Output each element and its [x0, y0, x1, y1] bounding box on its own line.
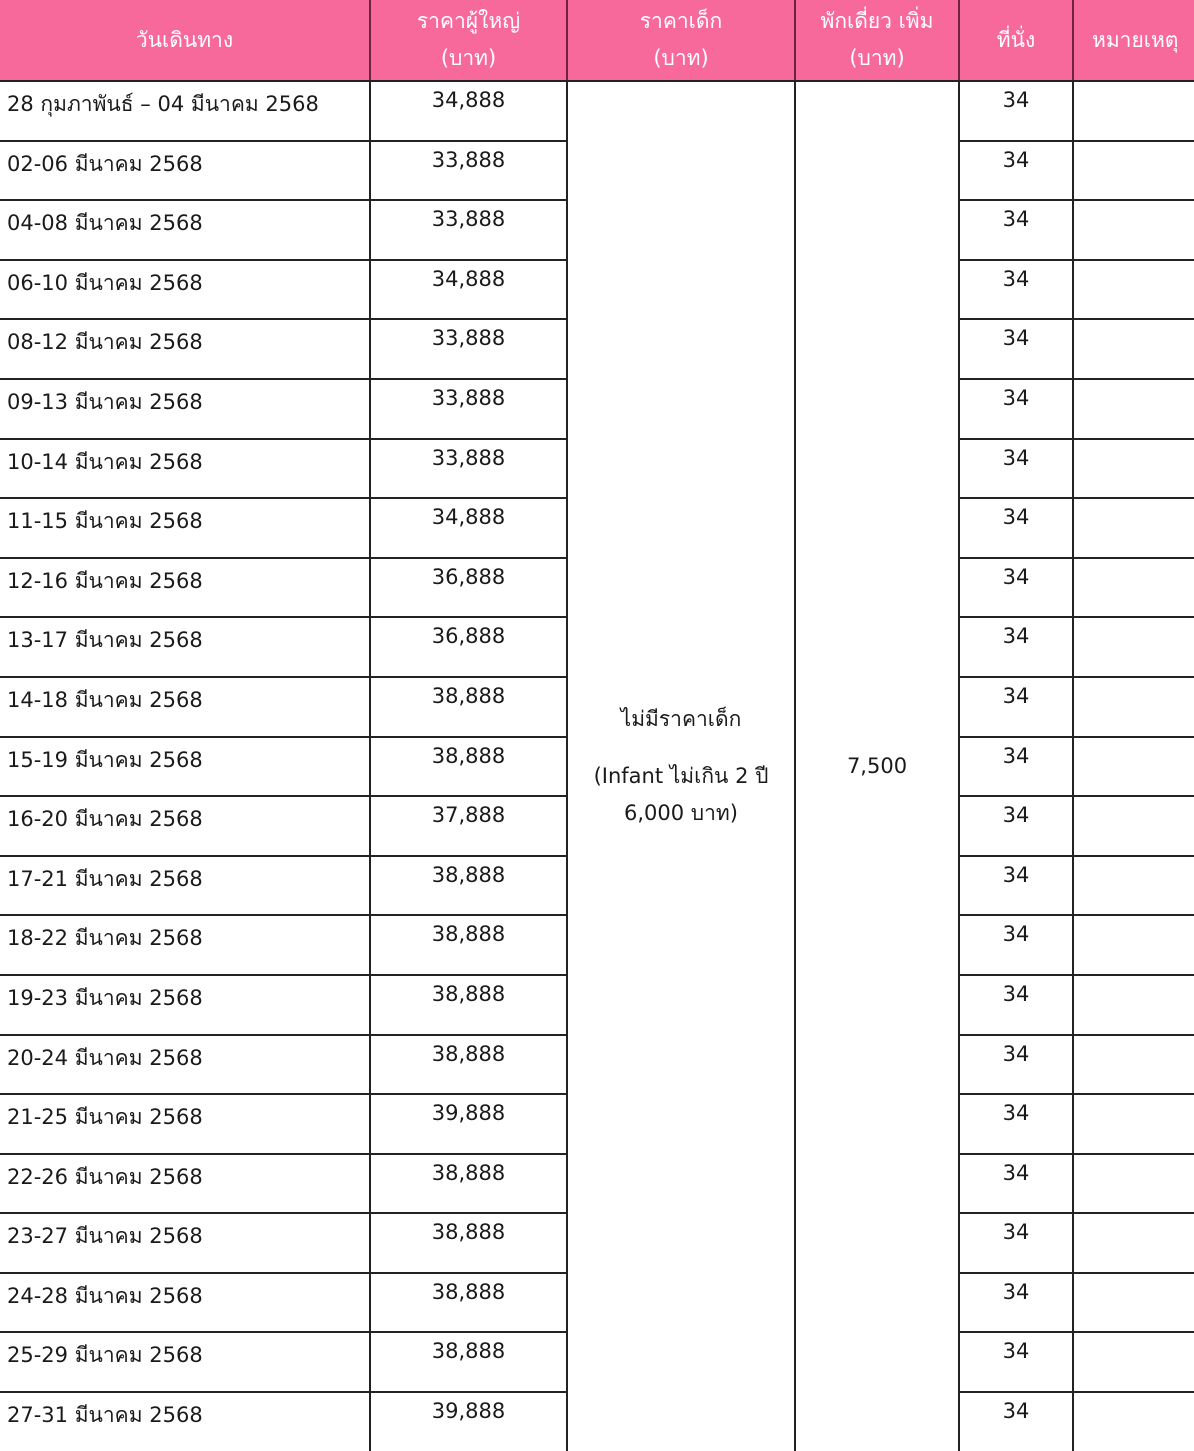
- row-adult-price: 38,888: [370, 1332, 567, 1392]
- row-adult-price: 34,888: [370, 260, 567, 320]
- row-note: [1073, 379, 1194, 439]
- header-child-price: [567, 0, 795, 81]
- row-seats: 34: [959, 260, 1073, 320]
- row-adult-price: 38,888: [370, 737, 567, 797]
- row-seats: 34: [959, 617, 1073, 677]
- single-supplement-value: 7,500: [795, 81, 959, 1451]
- row-seats: 34: [959, 975, 1073, 1035]
- row-seats: 34: [959, 319, 1073, 379]
- row-adult-price: 33,888: [370, 379, 567, 439]
- row-note: [1073, 856, 1194, 916]
- row-adult-price: 33,888: [370, 200, 567, 260]
- row-date: 25-29 มีนาคม 2568: [0, 1332, 370, 1392]
- table-header: [0, 0, 1194, 81]
- header-adult-price: [370, 0, 567, 81]
- table-row: [0, 81, 1194, 141]
- row-adult-price: 38,888: [370, 915, 567, 975]
- row-seats: 34: [959, 677, 1073, 737]
- row-seats: 34: [959, 737, 1073, 797]
- row-date: 02-06 มีนาคม 2568: [0, 141, 370, 201]
- row-note: [1073, 1213, 1194, 1273]
- row-note: [1073, 677, 1194, 737]
- row-seats: 34: [959, 1094, 1073, 1154]
- header-adult-unit: (บาท): [440, 46, 497, 70]
- table-body: [0, 81, 1194, 1451]
- row-seats: 34: [959, 200, 1073, 260]
- row-adult-price: 33,888: [370, 319, 567, 379]
- row-date: 11-15 มีนาคม 2568: [0, 498, 370, 558]
- row-date: 23-27 มีนาคม 2568: [0, 1213, 370, 1273]
- row-seats: 34: [959, 796, 1073, 856]
- row-adult-price: 38,888: [370, 856, 567, 916]
- child-price-note-line2: (Infant ไม่เกิน 2 ปี: [593, 763, 769, 788]
- row-seats: 34: [959, 1332, 1073, 1392]
- row-date: 08-12 มีนาคม 2568: [0, 319, 370, 379]
- row-date: 06-10 มีนาคม 2568: [0, 260, 370, 320]
- row-note: [1073, 1035, 1194, 1095]
- header-single-unit: (บาท): [849, 46, 905, 70]
- row-adult-price: 39,888: [370, 1094, 567, 1154]
- row-note: [1073, 1154, 1194, 1214]
- row-adult-price: 38,888: [370, 1035, 567, 1095]
- row-seats: 34: [959, 856, 1073, 916]
- row-seats: 34: [959, 439, 1073, 499]
- row-seats: 34: [959, 1154, 1073, 1214]
- row-note: [1073, 200, 1194, 260]
- row-date: 13-17 มีนาคม 2568: [0, 617, 370, 677]
- row-adult-price: 33,888: [370, 141, 567, 201]
- row-note: [1073, 915, 1194, 975]
- row-date: 12-16 มีนาคม 2568: [0, 558, 370, 618]
- row-adult-price: 39,888: [370, 1392, 567, 1451]
- child-price-note: [567, 81, 795, 1451]
- row-adult-price: 36,888: [370, 617, 567, 677]
- header-row: [0, 0, 1194, 81]
- header-single-supplement: [795, 0, 959, 81]
- row-date: 16-20 มีนาคม 2568: [0, 796, 370, 856]
- row-adult-price: 34,888: [370, 81, 567, 141]
- row-note: [1073, 81, 1194, 141]
- row-seats: 34: [959, 1213, 1073, 1273]
- row-date: 20-24 มีนาคม 2568: [0, 1035, 370, 1095]
- row-adult-price: 38,888: [370, 1154, 567, 1214]
- row-date: 17-21 มีนาคม 2568: [0, 856, 370, 916]
- row-note: [1073, 141, 1194, 201]
- header-adult-label: ราคาผู้ใหญ่: [416, 9, 521, 33]
- row-note: [1073, 260, 1194, 320]
- row-date: 22-26 มีนาคม 2568: [0, 1154, 370, 1214]
- header-seats: ที่นั่ง: [959, 0, 1073, 81]
- row-adult-price: 38,888: [370, 1273, 567, 1333]
- row-seats: 34: [959, 1035, 1073, 1095]
- child-price-note-line3: 6,000 บาท): [624, 800, 738, 825]
- header-date: วันเดินทาง: [0, 0, 370, 81]
- header-child-label: ราคาเด็ก: [639, 9, 723, 33]
- row-date: 18-22 มีนาคม 2568: [0, 915, 370, 975]
- row-seats: 34: [959, 558, 1073, 618]
- row-adult-price: 34,888: [370, 498, 567, 558]
- row-date: 24-28 มีนาคม 2568: [0, 1273, 370, 1333]
- row-date: 09-13 มีนาคม 2568: [0, 379, 370, 439]
- row-seats: 34: [959, 81, 1073, 141]
- row-note: [1073, 796, 1194, 856]
- row-note: [1073, 439, 1194, 499]
- row-note: [1073, 558, 1194, 618]
- row-note: [1073, 1094, 1194, 1154]
- row-note: [1073, 975, 1194, 1035]
- row-adult-price: 38,888: [370, 1213, 567, 1273]
- header-single-label: พักเดี่ยว เพิ่ม: [820, 9, 934, 33]
- row-note: [1073, 1332, 1194, 1392]
- row-adult-price: 33,888: [370, 439, 567, 499]
- header-note: หมายเหตุ: [1073, 0, 1194, 81]
- row-note: [1073, 498, 1194, 558]
- row-note: [1073, 1392, 1194, 1451]
- row-date: 14-18 มีนาคม 2568: [0, 677, 370, 737]
- header-child-unit: (บาท): [653, 46, 709, 70]
- row-date: 28 กุมภาพันธ์ – 04 มีนาคม 2568: [0, 81, 370, 141]
- row-date: 10-14 มีนาคม 2568: [0, 439, 370, 499]
- row-date: 15-19 มีนาคม 2568: [0, 737, 370, 797]
- row-seats: 34: [959, 1392, 1073, 1451]
- row-note: [1073, 319, 1194, 379]
- row-date: 04-08 มีนาคม 2568: [0, 200, 370, 260]
- row-adult-price: 36,888: [370, 558, 567, 618]
- row-date: 27-31 มีนาคม 2568: [0, 1392, 370, 1451]
- row-date: 21-25 มีนาคม 2568: [0, 1094, 370, 1154]
- child-price-note-line1: ไม่มีราคาเด็ก: [620, 706, 742, 731]
- row-adult-price: 37,888: [370, 796, 567, 856]
- row-date: 19-23 มีนาคม 2568: [0, 975, 370, 1035]
- row-note: [1073, 737, 1194, 797]
- row-note: [1073, 617, 1194, 677]
- row-seats: 34: [959, 1273, 1073, 1333]
- row-adult-price: 38,888: [370, 677, 567, 737]
- row-seats: 34: [959, 498, 1073, 558]
- row-note: [1073, 1273, 1194, 1333]
- row-seats: 34: [959, 379, 1073, 439]
- row-adult-price: 38,888: [370, 975, 567, 1035]
- row-seats: 34: [959, 915, 1073, 975]
- row-seats: 34: [959, 141, 1073, 201]
